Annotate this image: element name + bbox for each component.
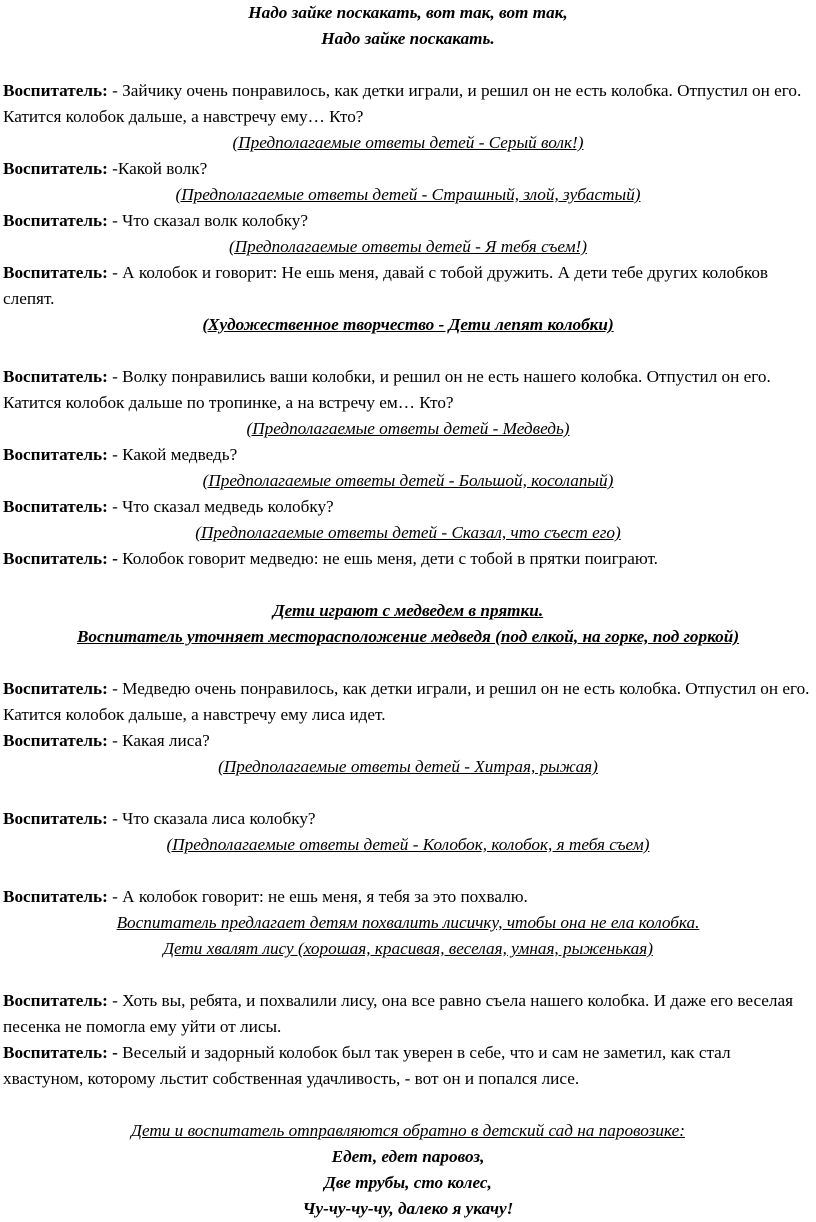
paragraph-text: Веселый и задорный колобок был так уверен в себе, что и сам не заметил, как стал хвастуном, которому льстит собственная удачливость, - вот он и попался лисе. (3, 1043, 731, 1088)
expected-answer: (Предполагаемые ответы детей - Медведь) (246, 419, 570, 438)
stage-note: Дети хвалят лису (хорошая, красивая, веселая, умная, рыженькая) (163, 939, 653, 958)
paragraph (3, 676, 813, 728)
paragraph-text: - Какая лиса? (107, 731, 210, 750)
paragraph (3, 364, 813, 416)
speaker-label: Воспитатель: (3, 731, 108, 750)
speaker-label: Воспитатель: (3, 991, 108, 1010)
paragraph (3, 208, 813, 234)
stage-note: Дети и воспитатель отправляются обратно в детский сад на паровозике: (131, 1121, 685, 1140)
speaker-label: Воспитатель: (3, 263, 108, 282)
expected-answer: (Предполагаемые ответы детей - Большой, косолапый) (202, 471, 614, 490)
paragraph-text: - Медведю очень понравилось, как детки играли, и решил он не есть колобка. Отпустил он его. Катится колобок дальше, а навстречу ему лиса идет. (3, 679, 810, 724)
speaker-label: Воспитатель: (3, 81, 108, 100)
paragraph-text: - Волку понравились ваши колобки, и решил он не есть нашего колобка. Отпустил он его. Катится колобок дальше по тропинке, а на встречу ем… Кто? (3, 367, 771, 412)
speaker-label: Воспитатель: (3, 211, 108, 230)
speaker-label: Воспитатель: - (3, 549, 118, 568)
spacer (3, 52, 813, 78)
speaker-label: Воспитатель: (3, 679, 108, 698)
paragraph (3, 78, 813, 130)
paragraph (3, 806, 813, 832)
paragraph (3, 1040, 813, 1092)
paragraph-text: - Что сказала лиса колобку? (107, 809, 316, 828)
paragraph (3, 494, 813, 520)
activity-heading: Дети играют с медведем в прятки. (272, 601, 544, 620)
paragraph (3, 546, 813, 572)
paragraph-text: - Какой медведь? (107, 445, 238, 464)
paragraph-text: - Что сказал медведь колобку? (107, 497, 334, 516)
expected-answer: (Предполагаемые ответы детей - Серый волк!) (232, 133, 584, 152)
spacer (3, 858, 813, 884)
verse-line: Две трубы, сто колес, (324, 1173, 492, 1192)
speaker-label: Воспитатель: (3, 159, 108, 178)
paragraph (3, 728, 813, 754)
activity-heading: Воспитатель уточняет месторасположение медведя (под елкой, на горке, под горкой) (76, 627, 740, 646)
expected-answer: (Предполагаемые ответы детей - Страшный, злой, зубастый) (175, 185, 641, 204)
spacer (3, 338, 813, 364)
paragraph-text: -Какой волк? (107, 159, 208, 178)
paragraph-text: - Что сказал волк колобку? (107, 211, 308, 230)
paragraph (3, 884, 813, 910)
paragraph-text: Колобок говорит медведю: не ешь меня, дети с тобой в прятки поиграют. (117, 549, 658, 568)
verse-line: Надо зайке поскакать, вот так, вот так, (248, 3, 568, 22)
spacer (3, 780, 813, 806)
expected-answer: (Предполагаемые ответы детей - Я тебя съем!) (228, 237, 588, 256)
speaker-label: Воспитатель: (3, 497, 108, 516)
activity-heading: (Художественное творчество - Дети лепят колобки) (202, 315, 614, 334)
spacer (3, 962, 813, 988)
paragraph (3, 260, 813, 312)
expected-answer: (Предполагаемые ответы детей - Хитрая, рыжая) (218, 757, 598, 776)
spacer (3, 1092, 813, 1118)
paragraph (3, 442, 813, 468)
verse-line: Едет, едет паровоз, (331, 1147, 485, 1166)
paragraph-text: - Зайчику очень понравилось, как детки играли, и решил он не есть колобка. Отпустил он его. Катится колобок дальше, а навстречу ему… Кто? (3, 81, 802, 126)
speaker-label: Воспитатель: (3, 887, 108, 906)
speaker-label: Воспитатель: (3, 445, 108, 464)
expected-answer: (Предполагаемые ответы детей - Колобок, колобок, я тебя съем) (166, 835, 650, 854)
paragraph-text: - А колобок и говорит: Не ешь меня, давай с тобой дружить. А дети тебе других колобков слепят. (3, 263, 769, 308)
expected-answer: (Предполагаемые ответы детей - Сказал, что съест его) (195, 523, 621, 542)
speaker-label: Воспитатель: (3, 367, 108, 386)
paragraph-text: - Хоть вы, ребята, и похвалили лису, она все равно съела нашего колобка. И даже его веселая песенка не помогла ему уйти от лисы. (3, 991, 794, 1036)
stage-note: Воспитатель предлагает детям похвалить лисичку, чтобы она не ела колобка. (116, 913, 700, 932)
verse-line: Надо зайке поскакать. (321, 29, 495, 48)
paragraph-text: - А колобок говорит: не ешь меня, я тебя за это похвалю. (107, 887, 528, 906)
speaker-label: Воспитатель: - (3, 1043, 118, 1062)
speaker-label: Воспитатель: (3, 809, 108, 828)
paragraph (3, 156, 813, 182)
verse-line: Чу-чу-чу-чу, далеко я укачу! (302, 1199, 514, 1218)
spacer (3, 572, 813, 598)
paragraph (3, 988, 813, 1040)
spacer (3, 650, 813, 676)
